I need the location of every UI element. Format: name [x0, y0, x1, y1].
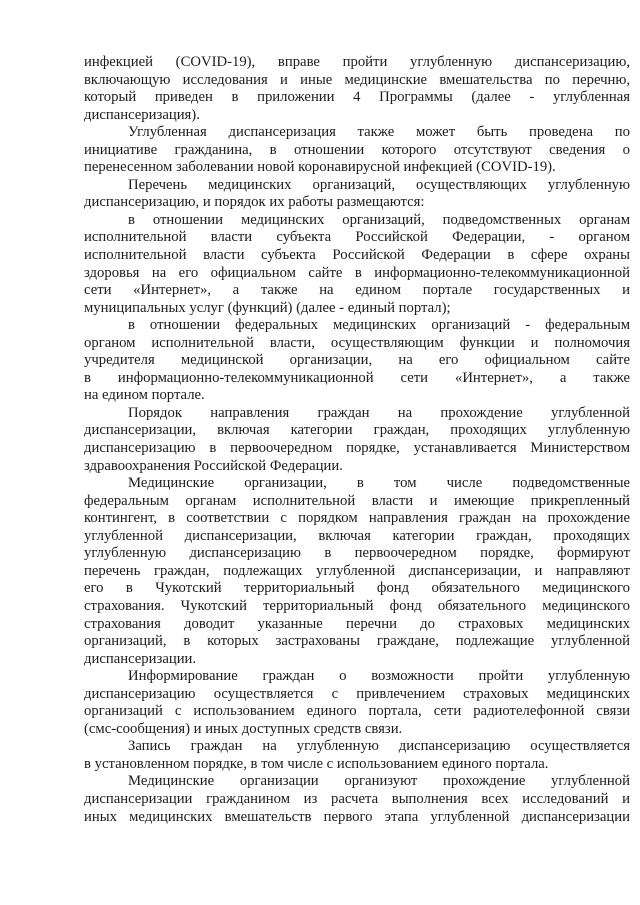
text-line: в отношении федеральных медицинских организаций - федеральным [128, 317, 630, 334]
text-line: Порядок направления граждан на прохождение углубленной [128, 404, 630, 421]
text-line: иных медицинских вмешательств первого этапа углубленной диспансеризации [84, 808, 630, 825]
text-line: учредителя медицинской организации, на его официальном сайте [84, 352, 630, 369]
paragraph [84, 405, 630, 475]
paragraph [84, 738, 630, 773]
paragraph [84, 124, 630, 177]
text-line: в установленном порядке, в том числе с использованием единого портала. [84, 755, 549, 772]
paragraph [84, 177, 630, 212]
text-line: Медицинские организации организуют прохождение углубленной [128, 773, 630, 790]
paragraph [84, 54, 630, 124]
text-line: муниципальных услуг (функций) (далее - единый портал); [84, 299, 451, 316]
paragraph [84, 773, 630, 826]
text-line: диспансеризации гражданином из расчета выполнения всех исследований и [84, 790, 630, 807]
text-line: диспансеризации, включая категории граждан, проходящих углубленную [84, 422, 630, 439]
text-line: углубленную диспансеризацию в первоочередном порядке, формируют [84, 545, 630, 562]
paragraph [84, 317, 630, 405]
text-line: Углубленная диспансеризация также может быть проведена по [128, 124, 630, 141]
text-line: на едином портале. [84, 387, 205, 404]
text-line: сети «Интернет», а также на едином портале государственных и [84, 282, 630, 299]
text-line: исполнительной власти субъекта Российской Федерации в сфере охраны [84, 247, 630, 264]
text-line: диспансеризации. [84, 650, 197, 667]
text-line: здоровья на его официальном сайте в информационно-телекоммуникационной [84, 264, 630, 281]
text-line: диспансеризация). [84, 106, 200, 123]
text-line: исполнительной власти субъекта Российской Федерации, - органом [84, 229, 630, 246]
text-line: Медицинские организации, в том числе подведомственные [128, 475, 630, 492]
text-line: его в Чукотский территориальный фонд обязательного медицинского [84, 580, 630, 597]
text-line: который приведен в приложении 4 Программы (далее - углубленная [84, 89, 630, 106]
text-line: диспансеризацию в первоочередном порядке, устанавливается Министерством [84, 440, 630, 457]
text-line: организаций, в которых застрахованы граждане, подлежащие углубленной [84, 633, 630, 650]
text-line: углубленной диспансеризации, включая категории граждан, проходящих [84, 527, 630, 544]
text-line: инициативе гражданина, в отношении которого отсутствуют сведения о [84, 141, 630, 158]
text-line: страхования. Чукотский территориальный фонд обязательного медицинского [84, 597, 630, 614]
text-line: Информирование граждан о возможности пройти углубленную [128, 668, 630, 685]
text-line: Запись граждан на углубленную диспансеризацию осуществляется [128, 738, 630, 755]
text-line: инфекцией (COVID-19), вправе пройти углубленную диспансеризацию, [84, 54, 630, 70]
text-line: контингент, в соответствии с порядком направления граждан на прохождение [84, 510, 630, 527]
text-line: здравоохранения Российской Федерации. [84, 457, 343, 474]
text-line: (смс-сообщения) и иных доступных средств связи. [84, 720, 403, 737]
text-line: включающую исследования и иные медицинские вмешательства по перечню, [84, 71, 630, 88]
text-line: Перечень медицинских организаций, осуществляющих углубленную [128, 176, 630, 193]
document-text [84, 54, 630, 826]
text-line: федеральным органам исполнительной власти и имеющие прикрепленный [84, 492, 630, 509]
text-line: органом исполнительной власти, осуществляющим функции и полномочия [84, 334, 630, 351]
text-line: перечень граждан, подлежащих углубленной диспансеризации, и направляют [84, 562, 630, 579]
text-line: страхования доводит указанные перечни до страховых медицинских [84, 615, 630, 632]
text-line: диспансеризацию осуществляется с привлечением страховых медицинских [84, 685, 630, 702]
text-line: в отношении медицинских организаций, подведомственных органам [128, 211, 630, 228]
paragraph [84, 668, 630, 738]
text-line: диспансеризацию, и порядок их работы размещаются: [84, 194, 425, 211]
text-line: организаций с использованием единого портала, сети радиотелефонной связи [84, 703, 630, 720]
text-line: в информационно-телекоммуникационной сети «Интернет», а также [84, 369, 630, 386]
text-line: перенесенном заболевании новой коронавирусной инфекцией (COVID-19). [84, 159, 556, 176]
paragraph [84, 475, 630, 668]
paragraph [84, 212, 630, 317]
